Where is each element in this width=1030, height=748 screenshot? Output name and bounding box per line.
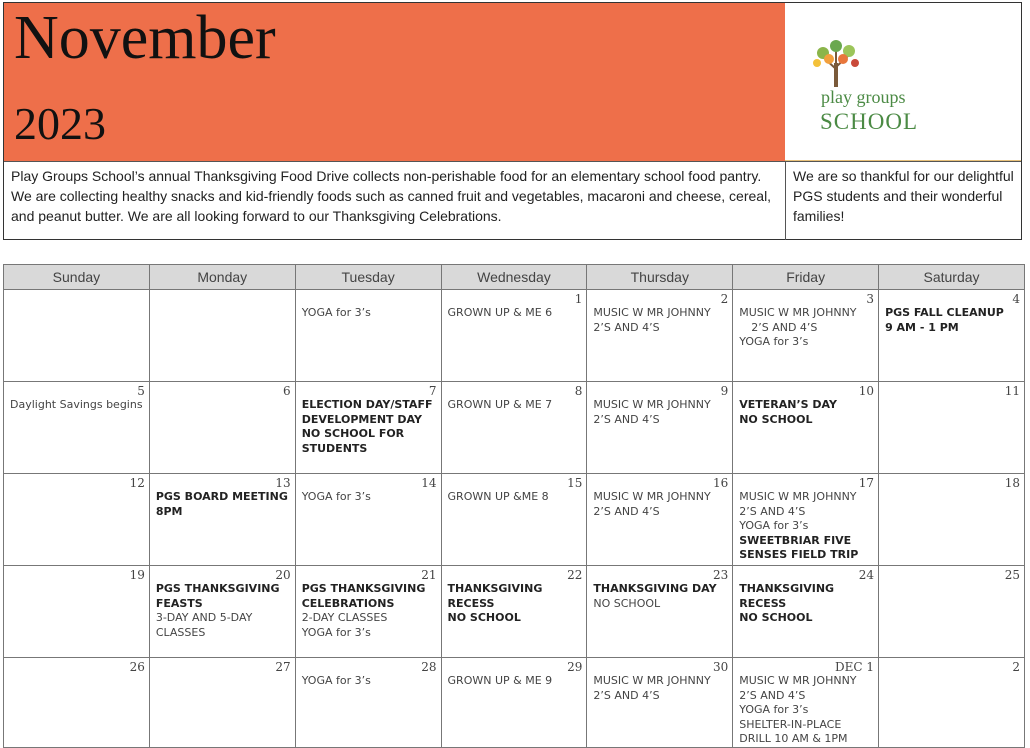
day-cell [295,474,441,566]
day-number: 29 [567,660,583,674]
day-cell [295,566,441,658]
day-cell [149,290,295,382]
week-row [4,382,1025,474]
event: Daylight Savings begins [10,398,143,411]
day-cell [295,658,441,748]
weekday-friday: Friday [733,265,879,290]
event: NO SCHOOL [739,412,813,426]
day-number [302,292,437,306]
event: PGS BOARD MEETING 8PM [155,490,288,518]
day-cell [733,566,879,658]
week-row [4,474,1025,566]
event: SHELTER-IN-PLACE DRILL 10 AM & 1PM [739,717,848,745]
day-number: 14 [421,476,437,490]
event: THANKSGIVING RECESS [739,582,835,610]
event: MUSIC W MR JOHNNY [739,306,857,319]
month-title: November [14,4,276,72]
calendar-header [3,2,1022,240]
event: 2’S AND 4’S [739,688,806,702]
event: YOGA for 3’s [739,519,809,532]
day-number: 8 [574,384,583,398]
event: YOGA for 3’s [739,335,809,348]
weekday-header-row [4,265,1025,290]
event: PGS THANKSGIVING FEASTS [155,582,280,610]
event: THANKSGIVING RECESS [447,582,543,610]
day-number: 26 [129,660,145,674]
day-number: 12 [129,476,145,490]
day-cell [441,474,587,566]
thanks-note: We are so thankful for our delightful PGS students and their wonderful families! [785,162,1021,240]
day-number: 5 [137,384,145,398]
event: YOGA for 3’s [739,703,809,716]
event: 2’S AND 4’S [751,320,818,334]
weekday-monday: Monday [149,265,295,290]
day-number: 2 [1012,660,1020,674]
event: ELECTION DAY/STAFF DEVELOPMENT DAY [301,398,433,426]
day-cell [587,474,733,566]
week-row [4,290,1025,382]
year-title: 2023 [14,98,106,149]
day-cell [879,290,1025,382]
month-banner [4,3,786,161]
day-number: 30 [712,660,729,674]
day-number: 22 [567,568,583,582]
day-cell [441,566,587,658]
food-drive-blurb: Play Groups School’s annual Thanksgiving Food Drive collects non-perishable food for an elementary school food pantry. We are collecting healthy snacks and kid-friendly foods such as canned fruit and vegetables, macaroni and cheese, cereal, and peanut butter. We are all looking forward to our Thanksgiving Celebrations. [11,168,772,224]
event: GROWN UP &ME 8 [447,490,549,503]
event: 2’S AND 4’S [593,504,660,518]
day-cell [587,566,733,658]
day-number: 24 [858,568,875,582]
day-number: 20 [275,568,291,582]
day-number: DEC 1 [835,660,875,674]
day-cell [4,658,150,748]
day-number: 28 [421,660,437,674]
event: NO SCHOOL [593,596,661,610]
event: MUSIC W MR JOHNNY [593,674,711,687]
event: MUSIC W MR JOHNNY [593,306,711,319]
weekday-thursday: Thursday [587,265,733,290]
day-cell [733,474,879,566]
day-cell [4,290,150,382]
day-cell [295,290,441,382]
event: 2’S AND 4’S [593,412,660,426]
day-number: 16 [712,476,729,490]
day-cell [149,566,295,658]
day-number: 27 [275,660,291,674]
school-logo [785,3,1021,161]
day-number: 2 [720,292,729,306]
day-number: 11 [1004,384,1020,398]
event: MUSIC W MR JOHNNY [739,490,857,503]
event: PGS THANKSGIVING CELEBRATIONS [301,582,426,610]
day-cell [4,474,150,566]
weekday-tuesday: Tuesday [295,265,441,290]
day-cell [879,566,1025,658]
event: NO SCHOOL [447,611,521,624]
event: SWEETBRIAR FIVE SENSES FIELD TRIP [739,533,859,561]
event: YOGA for 3’s [301,306,371,319]
day-cell [441,658,587,748]
event: 2’S AND 4’S [593,320,660,334]
day-cell [587,382,733,474]
day-number: 13 [275,476,291,490]
event: MUSIC W MR JOHNNY [593,490,711,503]
event: YOGA for 3’s [301,625,371,639]
day-number: 21 [421,568,437,582]
day-number: 18 [1004,476,1020,490]
day-cell [587,290,733,382]
day-cell [733,658,879,748]
day-cell [441,290,587,382]
day-number: 9 [720,384,729,398]
event: YOGA for 3’s [301,490,371,503]
day-cell [879,382,1025,474]
weekday-wednesday: Wednesday [441,265,587,290]
day-cell [879,474,1025,566]
day-cell [879,658,1025,748]
day-cell [4,382,150,474]
month-calendar [3,264,1025,748]
day-number: 19 [129,568,145,582]
day-number: 23 [712,568,729,582]
day-number: 7 [428,384,437,398]
event: 2’S AND 4’S [593,688,660,702]
day-cell [733,382,879,474]
event: NO SCHOOL FOR STUDENTS [301,427,405,455]
day-cell [733,290,879,382]
day-cell [149,658,295,748]
info-row [4,161,1021,240]
day-cell [4,566,150,658]
day-number [156,292,291,306]
event: MUSIC W MR JOHNNY [739,674,857,687]
event: GROWN UP & ME 7 [447,398,553,411]
event: NO SCHOOL [739,611,813,624]
day-number: 15 [567,476,583,490]
event: 2-DAY CLASSES [301,611,388,624]
event: 3-DAY AND 5-DAY CLASSES [155,611,253,639]
event: PGS FALL CLEANUP [885,306,1004,319]
logo-text-play-groups: play groups [821,87,906,107]
day-number: 25 [1004,568,1020,582]
day-cell [149,382,295,474]
day-cell [587,658,733,748]
event: VETERAN’S DAY [739,398,837,411]
weekday-saturday: Saturday [879,265,1025,290]
event: GROWN UP & ME 6 [447,306,553,319]
day-cell [441,382,587,474]
week-row [4,566,1025,658]
day-number: 1 [574,292,583,306]
day-number: 17 [858,476,875,490]
event: 9 AM - 1 PM [885,320,959,334]
weekday-sunday: Sunday [4,265,150,290]
day-number: 4 [1012,292,1020,306]
day-number: 6 [283,384,291,398]
event: MUSIC W MR JOHNNY [593,398,711,411]
event: 2’S AND 4’S [739,504,806,518]
logo-text-school: SCHOOL [820,109,919,134]
tree-logo-icon [809,39,865,87]
event: YOGA for 3’s [301,674,371,687]
event: GROWN UP & ME 9 [447,674,553,687]
week-row [4,658,1025,748]
day-number: 10 [858,384,875,398]
day-number: 3 [866,292,875,306]
event: THANKSGIVING DAY [593,582,717,595]
day-cell [295,382,441,474]
day-number [10,292,145,306]
day-cell [149,474,295,566]
